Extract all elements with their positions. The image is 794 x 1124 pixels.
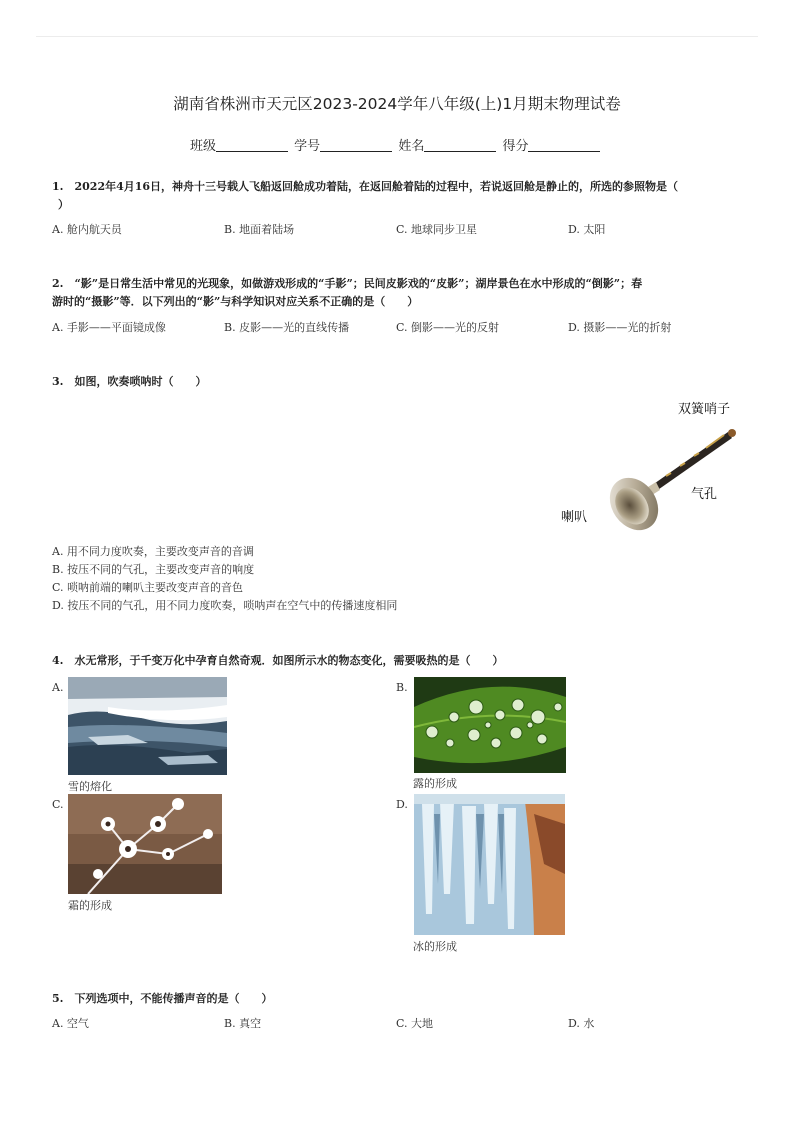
q5-option-d: D. 水 [568,1017,595,1030]
name-label: 姓名 [398,139,425,154]
label-air-hole: 气孔 [691,487,718,502]
q1-option-b: B. 地面着陆场 [224,223,295,236]
q5-option-a: A. 空气 [52,1017,89,1030]
q2-option-a: A. 手影——平面镜成像 [52,321,166,334]
question-4 [52,652,503,670]
question-3 [52,373,206,391]
class-blank [216,139,288,152]
q4-option-d-letter: D. [396,798,408,811]
q3-option-d: D. 按压不同的气孔，用不同力度吹奏，唢呐声在空气中的传播速度相同 [52,599,398,612]
id-blank [320,139,392,152]
class-label: 班级 [190,139,217,154]
q2-option-d: D. 摄影——光的折射 [568,321,672,334]
q4-caption-c: 霜的形成 [68,899,112,912]
question-3-text: 3. 如图，吹奏唢呐时（ ） [52,375,207,388]
label-reed: 双簧哨子 [678,402,731,417]
question-2-text: 2. “影”是日常生活中常见的光现象，如做游戏形成的“手影”；民间皮影戏的“皮影”；湖岸景色在水中形成的“倒影”；春 [52,277,643,290]
score-blank [528,139,600,152]
q3-option-c: C. 唢呐前端的喇叭主要改变声音的音色 [52,581,244,594]
q1-option-c: C. 地球同步卫星 [396,223,478,236]
q1-option-a: A. 舱内航天员 [52,223,122,236]
q5-option-c: C. 大地 [396,1017,434,1030]
label-bell: 喇叭 [561,510,588,525]
question-1-text-cont: ） [58,198,69,211]
q4-option-b-letter: B. [396,681,408,694]
q2-option-c: C. 倒影——光的反射 [396,321,500,334]
snow-melting-photo [68,677,227,775]
page-title: 湖南省株洲市天元区2023-2024学年八年级(上)1月期末物理试卷 [173,95,621,113]
question-2 [52,275,642,311]
frost-photo [68,794,222,894]
dew-photo [414,677,566,773]
q4-option-c-letter: C. [52,798,64,811]
q5-option-b: B. 真空 [224,1017,262,1030]
q4-caption-b: 露的形成 [413,777,457,790]
question-5-text: 5. 下列选项中，不能传播声音的是（ ） [52,992,273,1005]
question-2-text-cont: 游时的“摄影”等．以下列出的“影”与科学知识对应关系不正确的是（ ） [52,295,419,308]
q2-option-b: B. 皮影——光的直线传播 [224,321,350,334]
q3-option-b: B. 按压不同的气孔，主要改变声音的响度 [52,563,255,576]
q3-option-a: A. 用不同力度吹奏，主要改变声音的音调 [52,545,254,558]
student-info-line [190,135,602,154]
question-1-text: 1. 2022年4月16日，神舟十三号载人飞船返回舱成功着陆，在返回舱着陆的过程中，若说返回舱是静止的，所选的参照物是（ [52,180,679,193]
question-5 [52,990,272,1008]
ice-photo [414,794,565,935]
q4-caption-a: 雪的熔化 [68,780,112,793]
question-4-text: 4. 水无常形，于千变万化中孕育自然奇观．如图所示水的物态变化，需要吸热的是（ ） [52,654,504,667]
suona-figure [556,396,746,536]
q1-option-d: D. 太阳 [568,223,606,236]
score-label: 得分 [502,139,529,154]
id-label: 学号 [294,139,321,154]
question-1 [52,178,678,214]
page-top-rule [36,36,758,37]
q4-option-a-letter: A. [52,681,64,694]
q4-caption-d: 冰的形成 [413,940,457,953]
name-blank [424,139,496,152]
